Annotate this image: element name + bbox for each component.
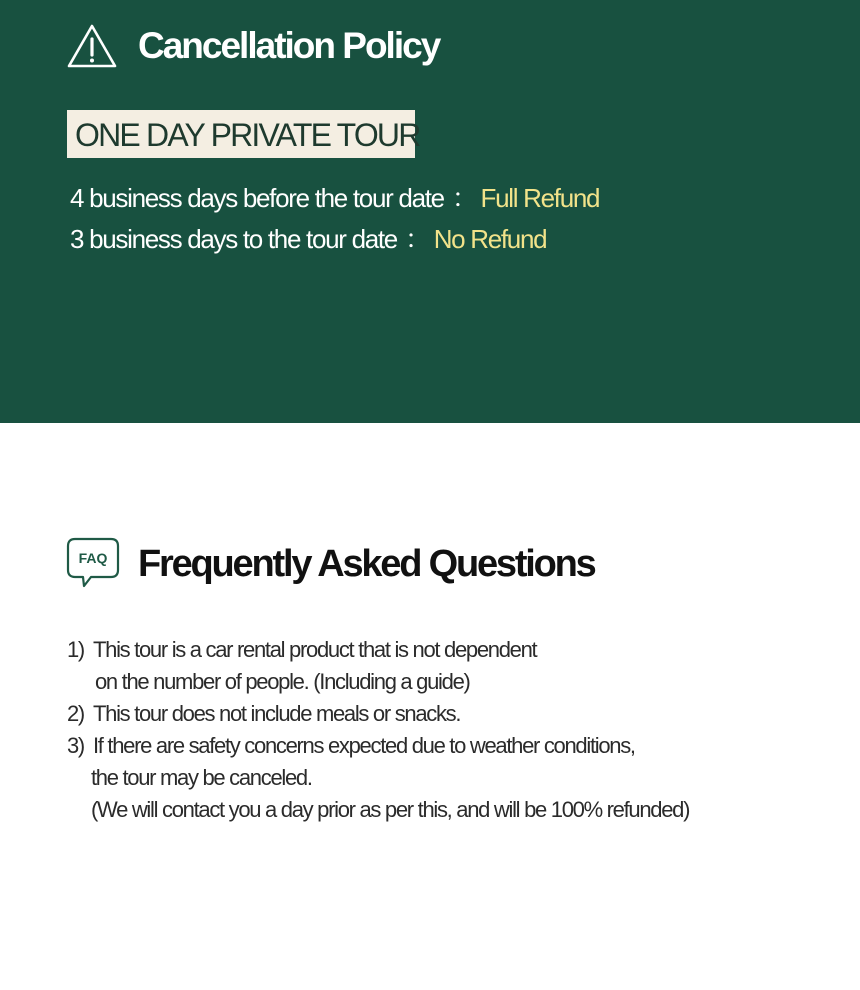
faq-list [67,634,689,826]
refund-rule-separator: ： [451,183,477,213]
tour-type-label: ONE DAY PRIVATE TOUR [67,110,415,158]
faq-icon-label: FAQ [78,550,108,566]
refund-rule-result: No Refund [433,224,547,254]
faq-speech-bubble-icon [66,537,120,591]
warning-icon [66,23,118,69]
refund-rule [70,222,546,256]
cancellation-policy-header [66,20,439,72]
cancellation-policy-section [0,0,860,423]
faq-item [67,730,689,762]
faq-item [67,634,689,666]
faq-item-continuation: the tour may be canceled. [91,765,312,790]
faq-item-text: If there are safety concerns expected due to weather conditions, [93,733,635,758]
cancellation-policy-title: Cancellation Policy [138,25,440,66]
faq-item-number: 1) [67,637,84,662]
faq-item [67,698,689,730]
refund-rule-separator: ： [404,224,430,254]
faq-item-text: This tour is a car rental product that is not dependent [93,637,537,662]
refund-rule-result: Full Refund [480,183,600,213]
faq-item-continuation: (We will contact you a day prior as per this, and will be 100% refunded) [91,797,690,822]
faq-item-number: 2) [67,701,84,726]
refund-rule-condition: 3 business days to the tour date [70,224,397,254]
faq-title: Frequently Asked Questions [138,543,595,585]
faq-header [66,537,595,591]
faq-item-continuation: on the number of people. (Including a guide) [95,669,470,694]
faq-item-number: 3) [67,733,84,758]
refund-rule-condition: 4 business days before the tour date [70,183,444,213]
faq-item-text: This tour does not include meals or snacks. [93,701,461,726]
refund-rule [70,181,599,215]
